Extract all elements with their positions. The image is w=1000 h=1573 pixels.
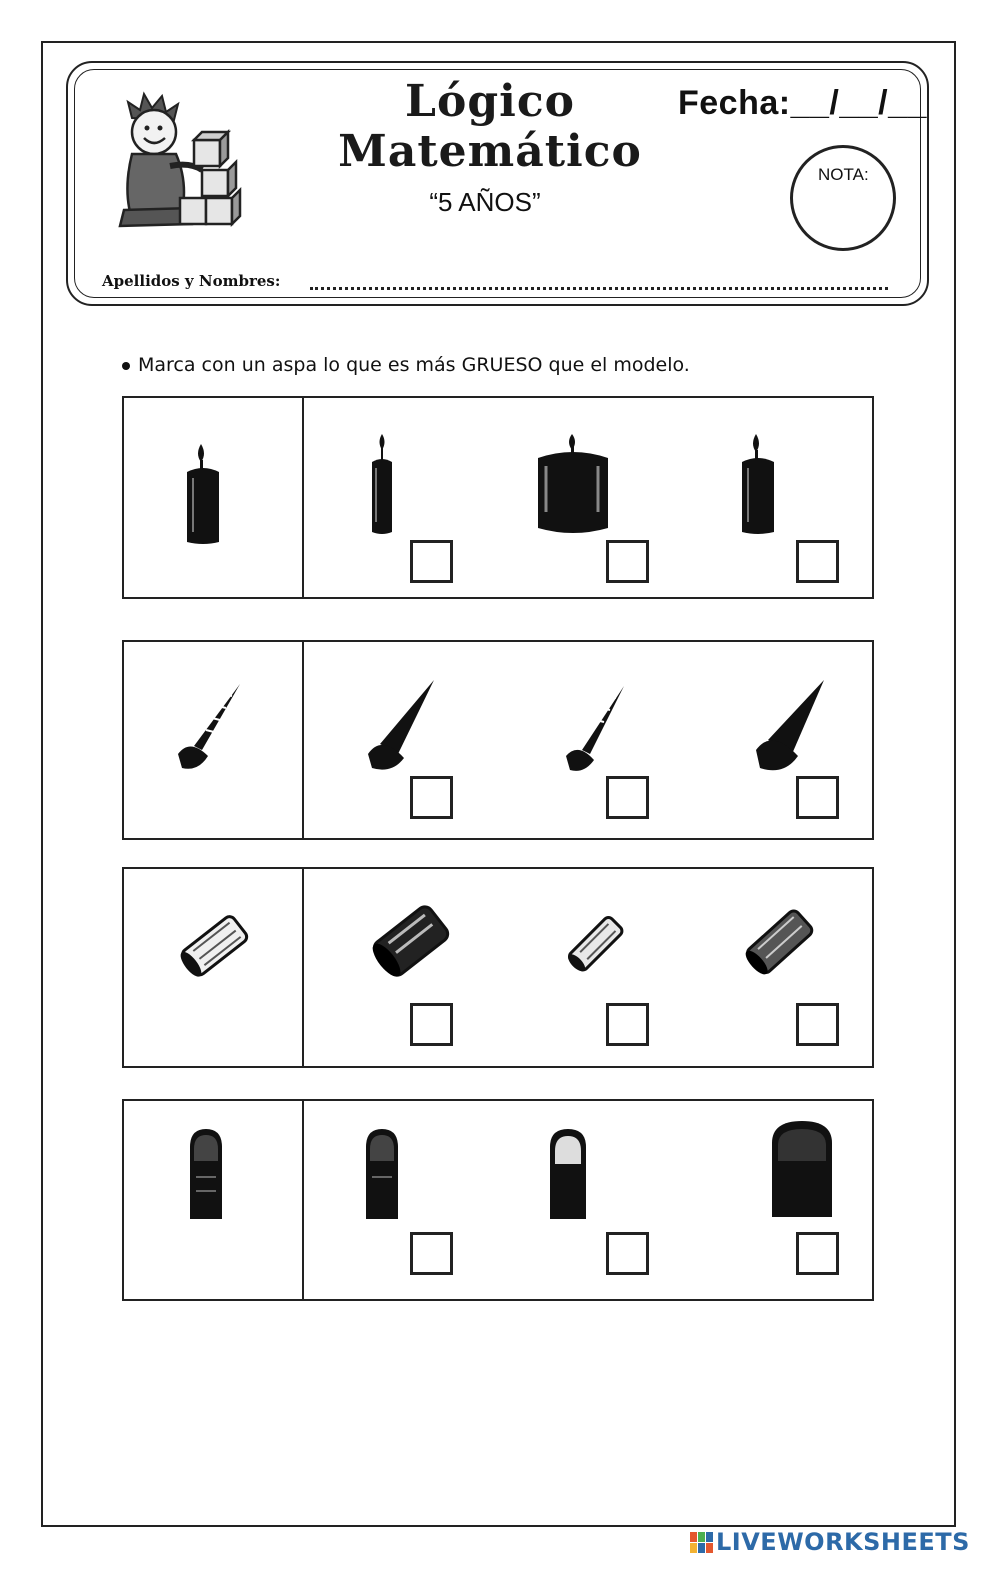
liveworksheets-logo-icon	[690, 1532, 714, 1554]
finger-icon	[362, 1127, 402, 1221]
instruction-text: Marca con un aspa lo que es más GRUESO que el modelo.	[138, 354, 690, 376]
answer-checkbox[interactable]	[796, 776, 839, 819]
age-label: “5 AÑOS”	[429, 187, 541, 217]
thick-candle-icon	[532, 432, 614, 536]
title-line-2: Matemático	[338, 126, 642, 177]
names-input-line[interactable]	[310, 287, 888, 290]
tube-icon	[738, 901, 820, 981]
thin-screw-icon	[560, 682, 632, 774]
row-divider	[302, 398, 304, 597]
row-divider	[302, 642, 304, 838]
candle-icon	[736, 432, 780, 536]
answer-checkbox[interactable]	[796, 540, 839, 583]
answer-checkbox[interactable]	[410, 1232, 453, 1275]
answer-checkbox[interactable]	[796, 1003, 839, 1046]
grade-label: NOTA:	[818, 165, 869, 184]
screw-icon	[172, 680, 248, 772]
answer-checkbox[interactable]	[410, 776, 453, 819]
row-divider	[302, 869, 304, 1066]
thick-screw-icon	[364, 676, 440, 772]
thick-tube-icon	[368, 899, 454, 983]
title-line-1: Lógico	[405, 76, 575, 127]
exercise-row-tubes	[122, 867, 874, 1068]
bullet-icon	[122, 362, 130, 370]
answer-checkbox[interactable]	[410, 1003, 453, 1046]
answer-checkbox[interactable]	[606, 1232, 649, 1275]
exercise-row-screws	[122, 640, 874, 840]
exercise-row-fingers	[122, 1099, 874, 1301]
thin-candle-icon	[364, 432, 400, 536]
exercise-row-candles	[122, 396, 874, 599]
candle-icon	[179, 442, 227, 546]
finger-icon	[546, 1127, 590, 1221]
brand-wordmark: LIVEWORKSHEETS	[716, 1528, 970, 1556]
answer-checkbox[interactable]	[606, 1003, 649, 1046]
kid-with-blocks-icon	[110, 90, 255, 230]
tube-icon	[172, 905, 256, 985]
thickest-screw-icon	[754, 676, 830, 772]
instruction	[122, 354, 690, 376]
answer-checkbox[interactable]	[796, 1232, 839, 1275]
answer-checkbox[interactable]	[606, 540, 649, 583]
answer-checkbox[interactable]	[410, 540, 453, 583]
thin-tube-icon	[560, 903, 630, 983]
finger-icon	[186, 1127, 226, 1221]
row-divider	[302, 1101, 304, 1299]
grade-circle	[790, 145, 896, 251]
thick-finger-icon	[768, 1119, 836, 1219]
names-label: Apellidos y Nombres:	[102, 272, 281, 290]
answer-checkbox[interactable]	[606, 776, 649, 819]
date-field[interactable]: Fecha:__/__/__	[678, 84, 927, 122]
